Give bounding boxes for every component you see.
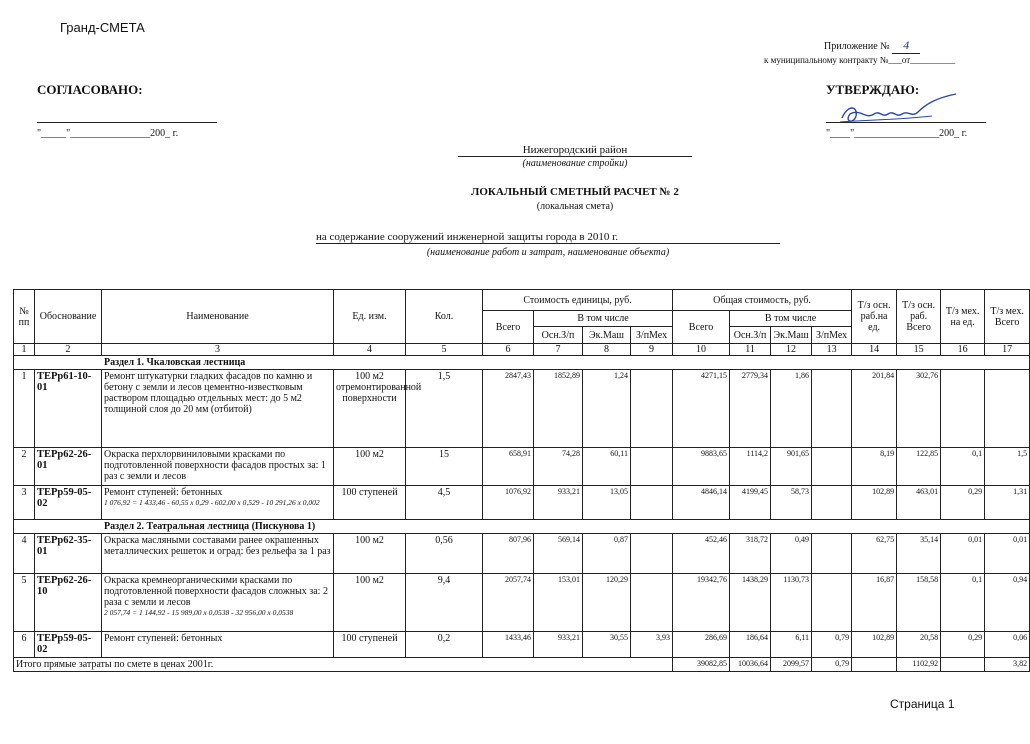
row-num: 5 — [14, 574, 35, 632]
row-unit: 100 м2 отремонтированной поверхности — [336, 371, 422, 404]
agreed-date-line: "_____"________________200_ г. — [37, 128, 179, 139]
col-num: 2 — [35, 344, 102, 356]
row-name-cell — [102, 574, 334, 632]
col-num: 8 — [583, 344, 631, 356]
row-c17: 0,01 — [985, 534, 1030, 574]
row-c12: 6,11 — [771, 632, 812, 658]
col-num: 3 — [102, 344, 334, 356]
program-name: Гранд-СМЕТА — [60, 20, 145, 35]
col-num: 16 — [941, 344, 985, 356]
row-code: ТЕРр59-05-02 — [35, 486, 102, 520]
row-c13 — [812, 370, 852, 448]
total-c11: 10036,64 — [730, 658, 771, 672]
row-c16: 0,01 — [941, 534, 985, 574]
table-row — [14, 534, 1030, 574]
header-zp-mech-total: З/пМех — [812, 327, 852, 344]
header-labor-per-unit: Т/з осн. раб.на ед. — [852, 290, 897, 344]
row-c16: 0,1 — [941, 574, 985, 632]
header-ek-mash: Эк.Маш — [583, 327, 631, 344]
table-row — [14, 574, 1030, 632]
col-num: 5 — [406, 344, 483, 356]
col-num: 11 — [730, 344, 771, 356]
total-c14 — [852, 658, 897, 672]
row-c10: 4846,14 — [673, 486, 730, 520]
header-unit-total: Всего — [483, 311, 534, 344]
total-c10: 39082,85 — [673, 658, 730, 672]
purpose-caption: (наименование работ и затрат, наименование объекта) — [426, 247, 670, 258]
header-unit-including: В том числе — [534, 311, 673, 327]
appendix-number: Приложение № 4 — [824, 38, 920, 54]
row-c7: 153,01 — [534, 574, 583, 632]
total-c16 — [941, 658, 985, 672]
row-c11: 1438,29 — [730, 574, 771, 632]
row-c14: 102,89 — [852, 486, 897, 520]
row-c15: 122,85 — [897, 448, 941, 486]
col-num: 9 — [631, 344, 673, 356]
row-num: 2 — [14, 448, 35, 486]
header-unit-cost: Стоимость единицы, руб. — [483, 290, 673, 311]
row-c8: 120,29 — [583, 574, 631, 632]
row-name: Окраска кремнеорганическими красками по подготовленной поверхности фасадов сложных за: 2 раза с земли и лесов — [104, 575, 328, 608]
row-c8: 30,55 — [583, 632, 631, 658]
row-name: Ремонт штукатурки гладких фасадов по камню и бетону с земли и лесов цементно-известковым раствором площадью отдельных мест: до 5 м2 толщиной слоя до 20 мм (отбитой) — [102, 370, 334, 448]
row-code: ТЕРр62-35-01 — [35, 534, 102, 574]
row-qty: 0,2 — [406, 632, 483, 658]
row-formula: 2 057,74 = 1 144,92 - 15 989,00 х 0,0538 - 32 956,00 х 0,0538 — [104, 608, 294, 617]
header-sum-including: В том числе — [730, 311, 852, 327]
row-c15: 463,01 — [897, 486, 941, 520]
header-ek-mash-total: Эк.Маш — [771, 327, 812, 344]
row-formula: 1 076,92 = 1 433,46 - 60,55 х 0,29 - 602,00 х 0,529 - 10 291,26 х 0,002 — [104, 498, 320, 507]
row-unit: 100 м2 — [334, 574, 406, 632]
row-c7: 569,14 — [534, 534, 583, 574]
agreed-title: СОГЛАСОВАНО: — [37, 82, 143, 97]
total-row — [14, 658, 1030, 672]
total-c17: 3,82 — [985, 658, 1030, 672]
header-unit: Ед. изм. — [334, 290, 406, 344]
row-num: 6 — [14, 632, 35, 658]
section-row — [14, 356, 1030, 370]
row-c15: 302,76 — [897, 370, 941, 448]
header-name: Наименование — [102, 290, 334, 344]
page-number: Страница 1 — [890, 697, 955, 711]
row-c14: 201,84 — [852, 370, 897, 448]
row-c14: 8,19 — [852, 448, 897, 486]
row-c10: 286,69 — [673, 632, 730, 658]
header-mech-per-unit: Т/з мех. на ед. — [941, 290, 985, 344]
table-row — [14, 448, 1030, 486]
row-code: ТЕРр62-26-01 — [35, 448, 102, 486]
row-c6: 2057,74 — [483, 574, 534, 632]
section-title: Раздел 2. Театральная лестница (Пискунова 1) — [14, 520, 1030, 534]
row-name-cell — [102, 486, 334, 520]
row-c14: 16,87 — [852, 574, 897, 632]
row-c13 — [812, 486, 852, 520]
row-c9: 3,93 — [631, 632, 673, 658]
row-c17: 1,31 — [985, 486, 1030, 520]
column-number-row — [14, 344, 1030, 356]
col-num: 1 — [14, 344, 35, 356]
row-c16: 0,29 — [941, 632, 985, 658]
row-name: Окраска масляными составами ранее окрашенных металлических решеток и оград: без рельефа за 1 раз — [102, 534, 334, 574]
total-c13: 0,79 — [812, 658, 852, 672]
table-row — [14, 370, 1030, 448]
document-title: ЛОКАЛЬНЫЙ СМЕТНЫЙ РАСЧЕТ № 2 — [471, 186, 679, 198]
col-num: 17 — [985, 344, 1030, 356]
header-osn-zp-total: Осн.З/п — [730, 327, 771, 344]
row-c9 — [631, 448, 673, 486]
header-row-1 — [14, 290, 1030, 311]
row-c10: 4271,15 — [673, 370, 730, 448]
purpose-line: на содержание сооружений инженерной защиты города в 2010 г. — [316, 231, 780, 244]
table-row — [14, 632, 1030, 658]
row-c6: 658,91 — [483, 448, 534, 486]
total-c12: 2099,57 — [771, 658, 812, 672]
row-c12: 901,65 — [771, 448, 812, 486]
row-c8: 0,87 — [583, 534, 631, 574]
row-c7: 74,28 — [534, 448, 583, 486]
row-c12: 0,49 — [771, 534, 812, 574]
col-num: 14 — [852, 344, 897, 356]
table-row — [14, 486, 1030, 520]
row-c13 — [812, 448, 852, 486]
col-num: 6 — [483, 344, 534, 356]
total-label: Итого прямые затраты по смете в ценах 2001г. — [14, 658, 673, 672]
col-num: 10 — [673, 344, 730, 356]
col-num: 15 — [897, 344, 941, 356]
row-c11: 1114,2 — [730, 448, 771, 486]
row-c10: 9883,65 — [673, 448, 730, 486]
section-title: Раздел 1. Чкаловская лестница — [14, 356, 1030, 370]
row-qty: 1,5 — [406, 370, 483, 448]
row-c11: 186,64 — [730, 632, 771, 658]
document-subtitle: (локальная смета) — [536, 201, 614, 212]
row-qty: 9,4 — [406, 574, 483, 632]
row-c9 — [631, 534, 673, 574]
row-c11: 4199,45 — [730, 486, 771, 520]
row-unit: 100 ступеней — [334, 632, 406, 658]
row-c15: 35,14 — [897, 534, 941, 574]
row-num: 1 — [14, 370, 35, 448]
header-total-cost: Общая стоимость, руб. — [673, 290, 852, 311]
row-code: ТЕРр61-10-01 — [35, 370, 102, 448]
col-num: 7 — [534, 344, 583, 356]
row-c6: 1076,92 — [483, 486, 534, 520]
row-c14: 62,75 — [852, 534, 897, 574]
row-c6: 807,96 — [483, 534, 534, 574]
col-num: 4 — [334, 344, 406, 356]
row-c6: 2847,43 — [483, 370, 534, 448]
district-name: Нижегородский район — [458, 144, 692, 157]
row-c8: 13,05 — [583, 486, 631, 520]
row-c13 — [812, 534, 852, 574]
row-c14: 102,89 — [852, 632, 897, 658]
approve-signature-line — [826, 122, 986, 123]
row-c9 — [631, 486, 673, 520]
row-c13 — [812, 574, 852, 632]
header-osn-zp: Осн.З/п — [534, 327, 583, 344]
row-c10: 452,46 — [673, 534, 730, 574]
header-basis: Обоснование — [35, 290, 102, 344]
district-caption: (наименование стройки) — [522, 158, 628, 169]
signature-image — [836, 92, 966, 132]
header-labor-total: Т/з осн. раб. Всего — [897, 290, 941, 344]
row-unit: 100 м2 — [334, 448, 406, 486]
col-num: 12 — [771, 344, 812, 356]
appendix-number-value: 4 — [892, 38, 920, 54]
row-qty: 0,56 — [406, 534, 483, 574]
row-c8: 60,11 — [583, 448, 631, 486]
header-sum-total: Всего — [673, 311, 730, 344]
row-c10: 19342,76 — [673, 574, 730, 632]
row-c17 — [985, 370, 1030, 448]
row-c7: 933,21 — [534, 632, 583, 658]
row-c11: 318,72 — [730, 534, 771, 574]
row-c16: 0,29 — [941, 486, 985, 520]
col-num: 13 — [812, 344, 852, 356]
row-c17: 0,06 — [985, 632, 1030, 658]
row-c17: 0,94 — [985, 574, 1030, 632]
row-c8: 1,24 — [583, 370, 631, 448]
header-num: № пп — [14, 290, 35, 344]
row-c12: 58,73 — [771, 486, 812, 520]
row-c17: 1,5 — [985, 448, 1030, 486]
header-mech-total: Т/з мех. Всего — [985, 290, 1030, 344]
row-code: ТЕРр59-05-02 — [35, 632, 102, 658]
row-c9 — [631, 574, 673, 632]
row-qty: 15 — [406, 448, 483, 486]
row-c13: 0,79 — [812, 632, 852, 658]
row-c7: 933,21 — [534, 486, 583, 520]
row-num: 3 — [14, 486, 35, 520]
section-row — [14, 520, 1030, 534]
row-name: Окраска перхлорвиниловыми красками по подготовленной поверхности фасадов простых за: 1 раз с земли и лесов — [102, 448, 334, 486]
row-name: Ремонт ступеней: бетонных — [104, 487, 223, 498]
row-c6: 1433,46 — [483, 632, 534, 658]
row-c7: 1852,89 — [534, 370, 583, 448]
contract-line: к муниципальному контракту №___от__________ — [764, 55, 956, 65]
approve-date-line: "____"_________________200_ г. — [826, 128, 968, 139]
row-name: Ремонт ступеней: бетонных — [102, 632, 334, 658]
row-unit: 100 ступеней — [334, 486, 406, 520]
approve-title: УТВЕРЖДАЮ: — [826, 82, 920, 97]
row-c15: 20,58 — [897, 632, 941, 658]
row-c12: 1,86 — [771, 370, 812, 448]
row-c16: 0,1 — [941, 448, 985, 486]
row-c11: 2779,34 — [730, 370, 771, 448]
row-qty: 4,5 — [406, 486, 483, 520]
total-c15: 1102,92 — [897, 658, 941, 672]
row-c9 — [631, 370, 673, 448]
estimate-table — [13, 289, 1030, 672]
row-num: 4 — [14, 534, 35, 574]
agreed-signature-line — [37, 122, 217, 123]
header-zp-mech: З/пМех — [631, 327, 673, 344]
row-c16 — [941, 370, 985, 448]
row-unit: 100 м2 — [334, 534, 406, 574]
row-c12: 1130,73 — [771, 574, 812, 632]
row-c15: 158,58 — [897, 574, 941, 632]
header-qty: Кол. — [406, 290, 483, 344]
row-code: ТЕРр62-26-10 — [35, 574, 102, 632]
